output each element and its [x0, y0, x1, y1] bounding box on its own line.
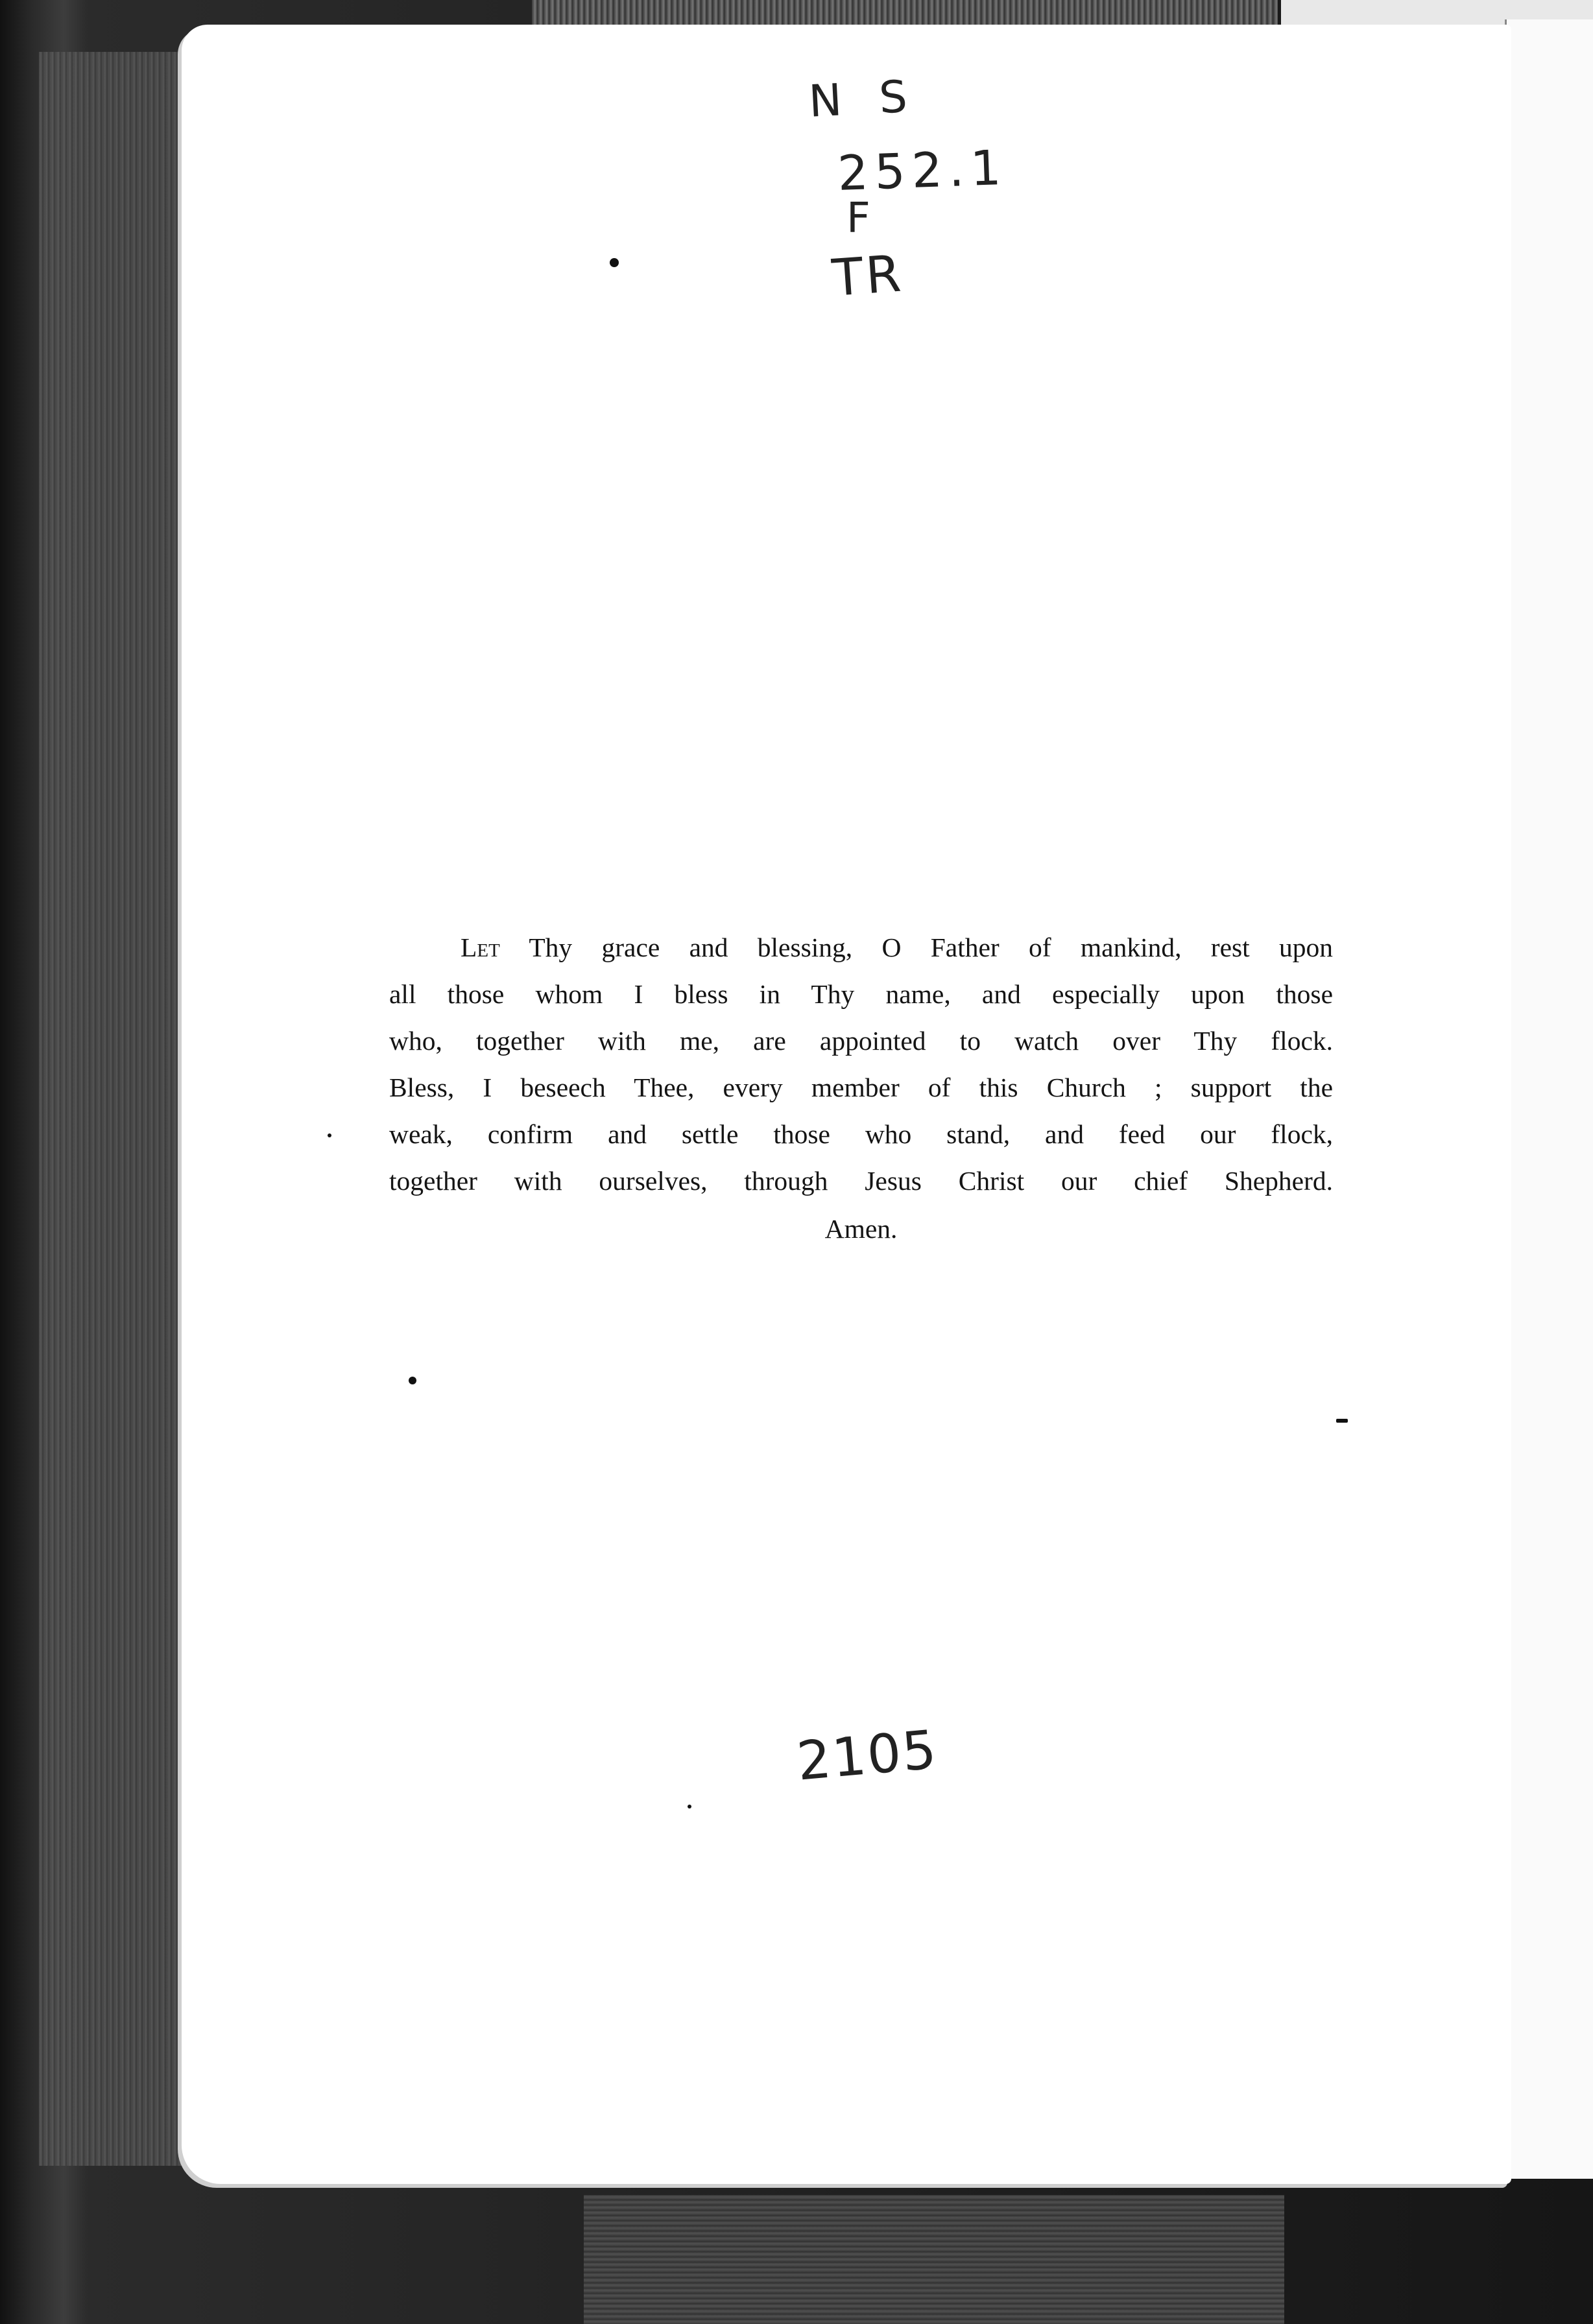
prayer-closing: Amen.: [824, 1214, 898, 1244]
top-binding-strip: [532, 0, 1278, 25]
handwritten-catalog-number: 2105: [795, 1719, 940, 1793]
adjacent-page-edge: [1505, 19, 1593, 2179]
ink-speck: [610, 258, 619, 267]
prayer-line-3: who, together with me, are appointed to watch over Thy flock.: [389, 1026, 1333, 1056]
handwritten-shelfmark-line-4: TR: [830, 244, 905, 308]
prayer-line-4: Bless, I beseech Thee, every member of this Church ; support the: [389, 1073, 1333, 1102]
ink-speck: [688, 1805, 691, 1808]
bottom-binding-strip: [584, 2195, 1284, 2324]
ink-speck: [409, 1377, 416, 1384]
prayer-lead-word: Let: [461, 932, 500, 962]
handwritten-shelfmark-line-3: F: [846, 195, 870, 243]
prayer-line-2: all those whom I bless in Thy name, and especially upon those: [389, 979, 1333, 1009]
ink-speck: [328, 1133, 331, 1137]
book-page-edges: [39, 52, 188, 2166]
handwritten-shelfmark-line-2: 252.1: [837, 139, 1009, 202]
prayer-line-1: Let Thy grace and blessing, O Father of mankind, rest upon: [461, 932, 1333, 962]
prayer-line-6: together with ourselves, through Jesus Christ our chief Shepherd.: [389, 1166, 1333, 1196]
ink-speck: [1336, 1419, 1348, 1423]
prayer-text: [389, 924, 1333, 1252]
handwritten-shelfmark-line-1: N S: [808, 71, 920, 128]
prayer-line-5: weak, confirm and settle those who stand, and feed our flock,: [389, 1119, 1333, 1149]
